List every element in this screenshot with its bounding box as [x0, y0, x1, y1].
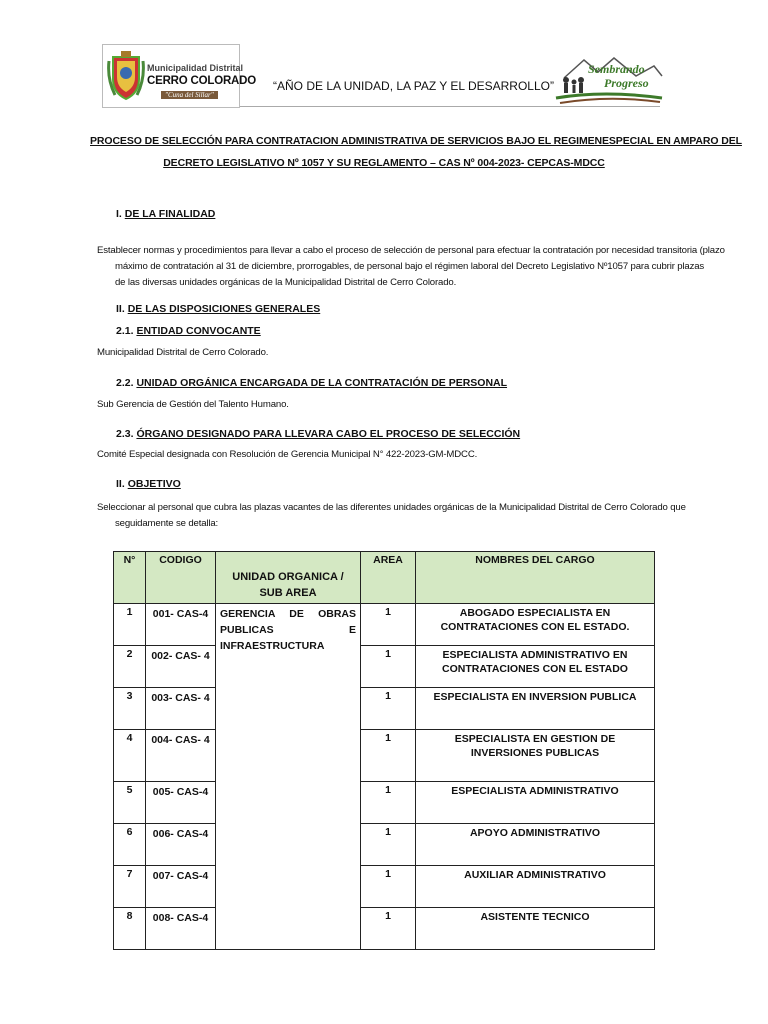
row-codigo: 004- CAS- 4 [146, 730, 216, 782]
table-row [114, 646, 655, 688]
organo-paragraph: Comité Especial designada con Resolución de Gerencia Municipal N° 422-2023-GM-MDCC. [97, 449, 478, 460]
document-title-line-2: DECRETO LEGISLATIVO Nº 1057 Y SU REGLAMENTO – CAS Nº 004-2023- CEPCAS-MDCC [163, 157, 605, 169]
row-area: 1 [361, 866, 416, 908]
row-cargo: ASISTENTE TECNICO [416, 908, 655, 950]
row-num: 4 [114, 730, 146, 782]
row-area: 1 [361, 646, 416, 688]
header-num: N° [114, 552, 146, 604]
table-row [114, 730, 655, 782]
table-row [114, 604, 655, 646]
municipality-logo [102, 44, 257, 108]
row-codigo: 006- CAS-4 [146, 824, 216, 866]
table-row [114, 782, 655, 824]
row-area: 1 [361, 688, 416, 730]
header-cargo: NOMBRES DEL CARGO [416, 552, 655, 604]
row-num: 3 [114, 688, 146, 730]
header-divider [240, 106, 660, 107]
section-2-1-heading: 2.1. ENTIDAD CONVOCANTE [116, 325, 261, 337]
table-row [114, 824, 655, 866]
row-area: 1 [361, 908, 416, 950]
row-cargo: AUXILIAR ADMINISTRATIVO [416, 866, 655, 908]
header-codigo: CODIGO [146, 552, 216, 604]
row-num: 8 [114, 908, 146, 950]
section-objetivo-heading: II. OBJETIVO [116, 478, 181, 490]
row-codigo: 008- CAS-4 [146, 908, 216, 950]
row-codigo: 003- CAS- 4 [146, 688, 216, 730]
logo-text-1: Sembrando [588, 62, 645, 76]
row-codigo: 007- CAS-4 [146, 866, 216, 908]
objetivo-paragraph: Seleccionar al personal que cubra las plazas vacantes de las diferentes unidades orgánicas de la Municipalidad Distrital de Cerro Colorado que seguidamente se detalla: [97, 502, 686, 529]
row-num: 2 [114, 646, 146, 688]
logo-text-2: Progreso [604, 76, 649, 90]
row-area: 1 [361, 782, 416, 824]
row-area: 1 [361, 730, 416, 782]
municipality-tagline: "Cuna del Sillar" [161, 91, 218, 99]
row-cargo: ESPECIALISTA EN INVERSION PUBLICA [416, 688, 655, 730]
row-cargo: APOYO ADMINISTRATIVO [416, 824, 655, 866]
row-codigo: 002- CAS- 4 [146, 646, 216, 688]
finalidad-paragraph: Establecer normas y procedimientos para llevar a cabo el proceso de selección de personal para efectuar la contratación por necesidad transitoria (plazo máximo de contratación al 31 de diciembre, prorrogables, de personal bajo el régimen laboral del Decreto Legislativo Nº1057 para cubrir plazas de las diversas unidades orgánicas de la Municipalidad Distrital de Cerro Colorado. [97, 245, 725, 288]
row-area: 1 [361, 604, 416, 646]
sembrando-progreso-logo [554, 56, 664, 106]
row-cargo: ABOGADO ESPECIALISTA EN CONTRATACIONES CON EL ESTADO. [416, 604, 655, 646]
section-2-2-heading: 2.2. UNIDAD ORGÁNICA ENCARGADA DE LA CONTRATACIÓN DE PERSONAL [116, 377, 508, 389]
document-title-line-1: PROCESO DE SELECCIÓN PARA CONTRATACION ADMINISTRATIVA DE SERVICIOS BAJO EL REGIMENESPECIAL EN AMPARO DEL [90, 135, 742, 147]
municipality-small-name: Municipalidad Distrital [147, 63, 244, 73]
entidad-paragraph: Municipalidad Distrital de Cerro Colorado. [97, 347, 269, 358]
header-area: AREA [361, 552, 416, 604]
year-motto: “AÑO DE LA UNIDAD, LA PAZ Y EL DESARROLLO” [273, 79, 554, 93]
coat-of-arms-icon [107, 49, 145, 103]
row-num: 1 [114, 604, 146, 646]
table-row [114, 688, 655, 730]
header-unidad: UNIDAD ORGANICA / SUB AREA [216, 552, 361, 604]
row-cargo: ESPECIALISTA ADMINISTRATIVO [416, 782, 655, 824]
section-2-3-heading: 2.3. ÓRGANO DESIGNADO PARA LLEVARA CABO EL PROCESO DE SELECCIÓN [116, 428, 521, 440]
row-unidad-organica: GERENCIA DE OBRAS PUBLICAS E INFRAESTRUCTURA [216, 604, 361, 950]
section-disposiciones-heading: II. DE LAS DISPOSICIONES GENERALES [116, 303, 321, 315]
table-row [114, 908, 655, 950]
row-num: 5 [114, 782, 146, 824]
table-row [114, 866, 655, 908]
row-cargo: ESPECIALISTA EN GESTION DE INVERSIONES PUBLICAS [416, 730, 655, 782]
cas-positions-table [113, 551, 655, 950]
municipality-name: CERRO COLORADO [147, 75, 257, 87]
section-finalidad-heading: I. DE LA FINALIDAD [116, 208, 216, 220]
row-area: 1 [361, 824, 416, 866]
row-cargo: ESPECIALISTA ADMINISTRATIVO EN CONTRATACIONES CON EL ESTADO [416, 646, 655, 688]
row-codigo: 001- CAS-4 [146, 604, 216, 646]
table-header-row [114, 552, 655, 604]
row-num: 7 [114, 866, 146, 908]
row-num: 6 [114, 824, 146, 866]
row-codigo: 005- CAS-4 [146, 782, 216, 824]
unidad-paragraph: Sub Gerencia de Gestión del Talento Humano. [97, 399, 289, 410]
